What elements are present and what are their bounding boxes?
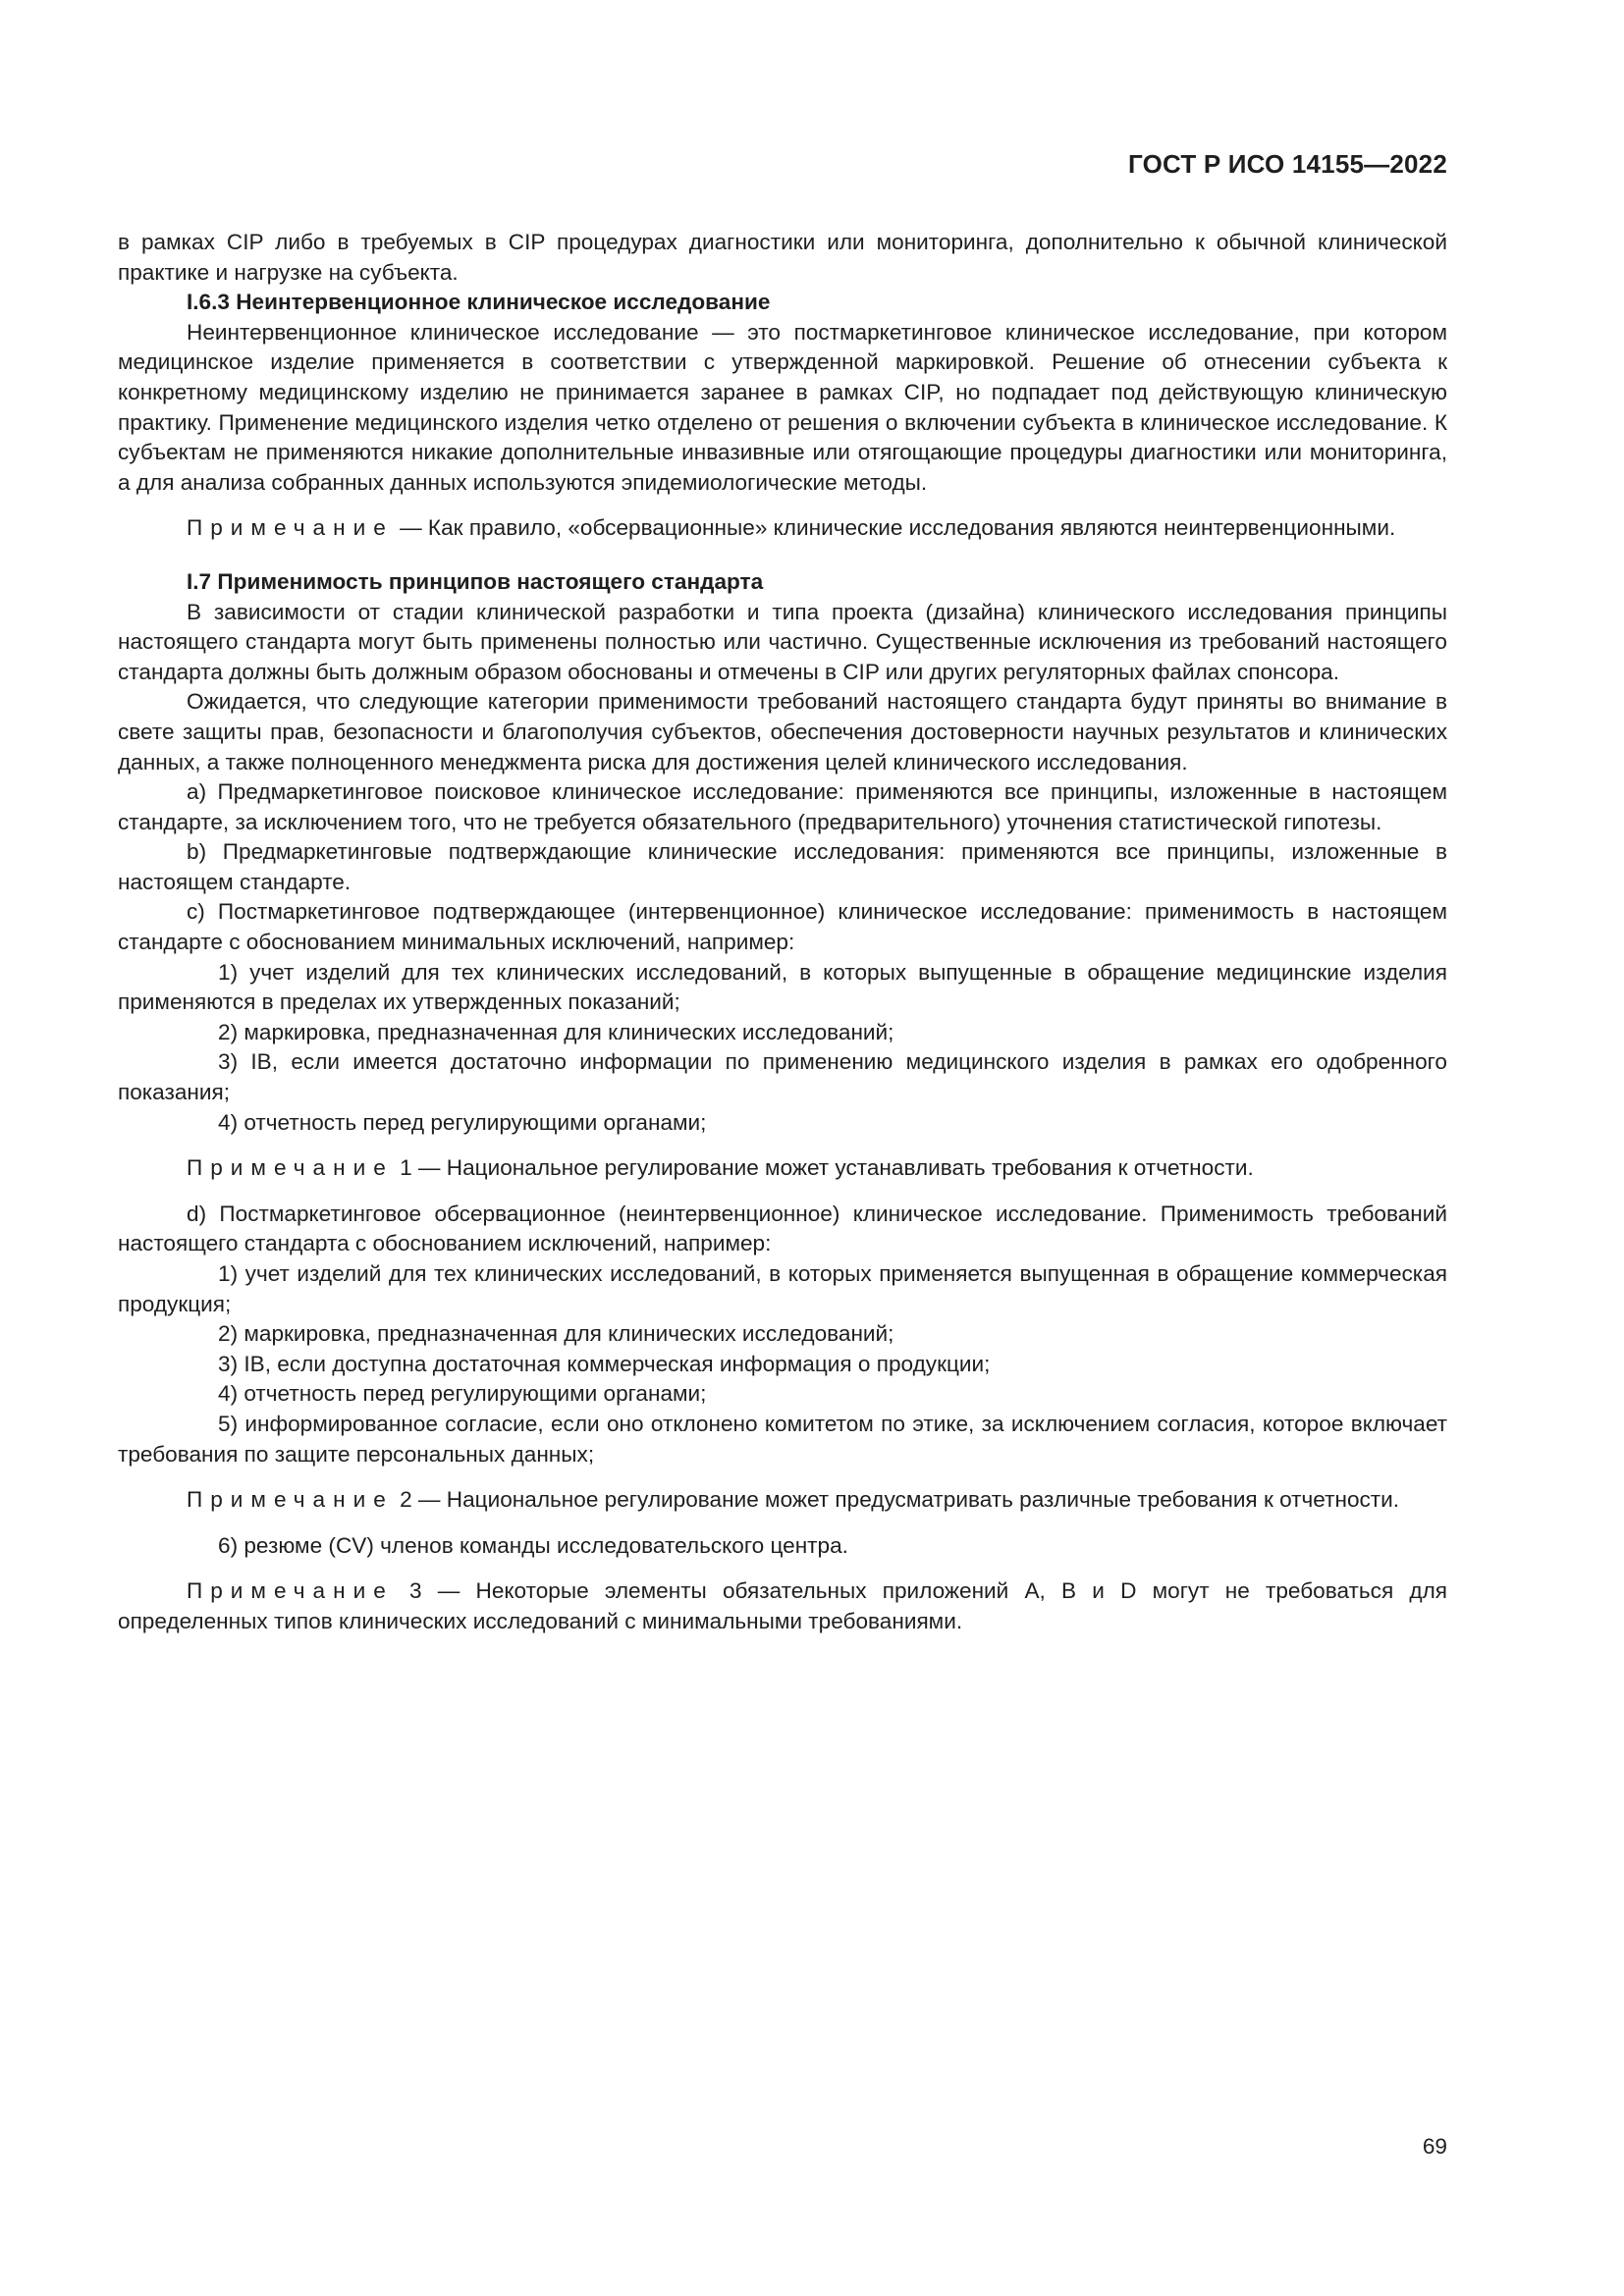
- note: [118, 513, 1447, 544]
- document-body: [118, 228, 1447, 1637]
- paragraph: в рамках CIP либо в требуемых в CIP процедурах диагностики или мониторинга, дополнительно к обычной клинической практике и нагрузке на субъекта.: [118, 230, 1447, 285]
- list-item: 2) маркировка, предназначенная для клинических исследований;: [218, 1019, 894, 1044]
- note-text: 2 — Национальное регулирование может предусматривать различные требования к отчетности.: [400, 1487, 1400, 1513]
- paragraph: Неинтервенционное клиническое исследование — это постмаркетинговое клиническое исследование, при котором медицинское изделие применяется в соответствии с утвержденной маркировкой. Решение об отнесении субъекта к конкретному медицинскому изделию не принимается заранее в рамках CIP, но подпадает под действующую клиническую практику. Применение медицинского изделия четко отделено от решения о включении субъекта в клиническое исследование. К субъектам не применяются никакие дополнительные инвазивные или отягощающие процедуры диагностики или мониторинга, а для анализа собранных данных используются эпидемиологические методы.: [118, 319, 1447, 495]
- page-number: 69: [1422, 2134, 1447, 2159]
- list-item: b) Предмаркетинговые подтверждающие клинические исследования: применяются все принципы, изложенные в настоящем стандарте.: [118, 839, 1447, 894]
- note-label: Примечание: [187, 515, 394, 541]
- list-item: 4) отчетность перед регулирующими органами;: [218, 1109, 707, 1135]
- note-text: 1 — Национальное регулирование может устанавливать требования к отчетности.: [400, 1155, 1254, 1181]
- list-item: 5) информированное согласие, если оно отклонено комитетом по этике, за исключением согласия, которое включает требования по защите персональных данных;: [118, 1411, 1447, 1467]
- list-item: а) Предмаркетинговое поисковое клиническое исследование: применяются все принципы, изложенные в настоящем стандарте, за исключением того, что не требуется обязательного (предварительного) уточнения статистической гипотезы.: [118, 779, 1447, 834]
- section-heading-i7: I.7 Применимость принципов настоящего стандарта: [187, 568, 764, 594]
- note-label: Примечание: [187, 1578, 394, 1604]
- note-text: — Как правило, «обсервационные» клинические исследования являются неинтервенционными.: [400, 515, 1396, 541]
- list-item: 4) отчетность перед регулирующими органами;: [218, 1381, 707, 1407]
- list-item: 6) резюме (CV) членов команды исследовательского центра.: [218, 1532, 848, 1558]
- list-item: d) Постмаркетинговое обсервационное (неинтервенционное) клиническое исследование. Применимость требований настоящего стандарта с обоснованием исключений, например:: [118, 1201, 1447, 1256]
- paragraph: Ожидается, что следующие категории применимости требований настоящего стандарта будут приняты во внимание в свете защиты прав, безопасности и благополучия субъектов, обеспечения достоверности научных результатов и клинических данных, а также полноценного менеджмента риска для достижения целей клинического исследования.: [118, 689, 1447, 774]
- paragraph: В зависимости от стадии клинической разработки и типа проекта (дизайна) клинического исследования принципы настоящего стандарта могут быть применены полностью или частично. Существенные исключения из требований настоящего стандарта должны быть должным образом обоснованы и отмечены в CIP или других регуляторных файлах спонсора.: [118, 599, 1447, 684]
- document-header: ГОСТ Р ИСО 14155—2022: [1127, 149, 1447, 179]
- note-label: Примечание: [187, 1155, 394, 1181]
- list-item: 1) учет изделий для тех клинических исследований, в которых применяется выпущенная в обращение коммерческая продукция;: [118, 1261, 1447, 1316]
- section-heading-i63: I.6.3 Неинтервенционное клиническое исследование: [187, 290, 771, 315]
- note-text: 3 — Некоторые элементы обязательных приложений A, B и D могут не требоваться для определенных типов клинических исследований с минимальными требованиями.: [118, 1578, 1447, 1633]
- list-item: 3) IB, если имеется достаточно информации по применению медицинского изделия в рамках его одобренного показания;: [118, 1049, 1447, 1105]
- list-item: 2) маркировка, предназначенная для клинических исследований;: [218, 1321, 894, 1347]
- note: [118, 1153, 1447, 1184]
- note-label: Примечание: [187, 1487, 394, 1513]
- list-item: 3) IB, если доступна достаточная коммерческая информация о продукции;: [218, 1351, 991, 1376]
- note: [118, 1485, 1447, 1516]
- list-item: c) Постмаркетинговое подтверждающее (интервенционное) клиническое исследование: применимость в настоящем стандарте с обоснованием минимальных исключений, например:: [118, 899, 1447, 955]
- note: [118, 1576, 1447, 1636]
- list-item: 1) учет изделий для тех клинических исследований, в которых выпущенные в обращение медицинские изделия применяются в пределах их утвержденных показаний;: [118, 959, 1447, 1015]
